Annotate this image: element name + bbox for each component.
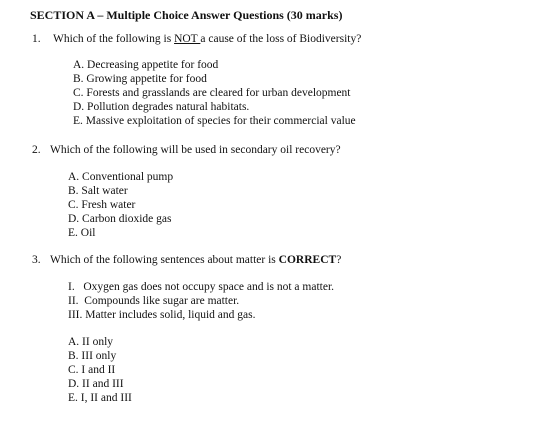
- question-1-text-after: a cause of the loss of Biodiversity?: [200, 33, 362, 45]
- question-3-text-before: Which of the following sentences about matter is: [50, 254, 279, 266]
- question-3-number: 3.: [32, 254, 41, 266]
- question-1-text-before: Which of the following is: [53, 33, 175, 45]
- q3-option-b[interactable]: B. III only: [68, 350, 117, 362]
- q1-option-a[interactable]: A. Decreasing appetite for food: [73, 59, 219, 71]
- q3-option-e[interactable]: E. I, II and III: [68, 392, 132, 404]
- q1-option-d[interactable]: D. Pollution degrades natural habitats.: [73, 101, 250, 113]
- q2-option-b[interactable]: B. Salt water: [68, 185, 128, 197]
- q3-statement-i: I. Oxygen gas does not occupy space and is not a matter.: [68, 281, 335, 293]
- question-2-number: 2.: [32, 144, 41, 156]
- question-1-not-emphasis: NOT: [174, 33, 201, 45]
- q3-option-d[interactable]: D. II and III: [68, 378, 124, 390]
- question-2-text: Which of the following will be used in secondary oil recovery?: [50, 144, 341, 156]
- question-1-number: 1.: [32, 33, 41, 45]
- question-3-text: [50, 254, 341, 267]
- q1-option-e[interactable]: E. Massive exploitation of species for their commercial value: [73, 115, 356, 127]
- question-1-text: [53, 33, 361, 46]
- q2-option-d[interactable]: D. Carbon dioxide gas: [68, 213, 172, 225]
- q3-option-c[interactable]: C. I and II: [68, 364, 116, 376]
- section-title: SECTION A – Multiple Choice Answer Questions (30 marks): [30, 8, 343, 22]
- q2-option-e[interactable]: E. Oil: [68, 227, 96, 239]
- q3-option-a[interactable]: A. II only: [68, 336, 114, 348]
- question-3-correct-emphasis: CORRECT: [278, 254, 337, 266]
- q1-option-c[interactable]: C. Forests and grasslands are cleared for urban development: [73, 87, 351, 99]
- question-3-text-after: ?: [336, 254, 342, 266]
- q2-option-c[interactable]: C. Fresh water: [68, 199, 136, 211]
- q3-statement-ii: II. Compounds like sugar are matter.: [68, 295, 240, 307]
- q2-option-a[interactable]: A. Conventional pump: [68, 171, 174, 183]
- q1-option-b[interactable]: B. Growing appetite for food: [73, 73, 207, 85]
- q3-statement-iii: III. Matter includes solid, liquid and gas.: [68, 309, 256, 321]
